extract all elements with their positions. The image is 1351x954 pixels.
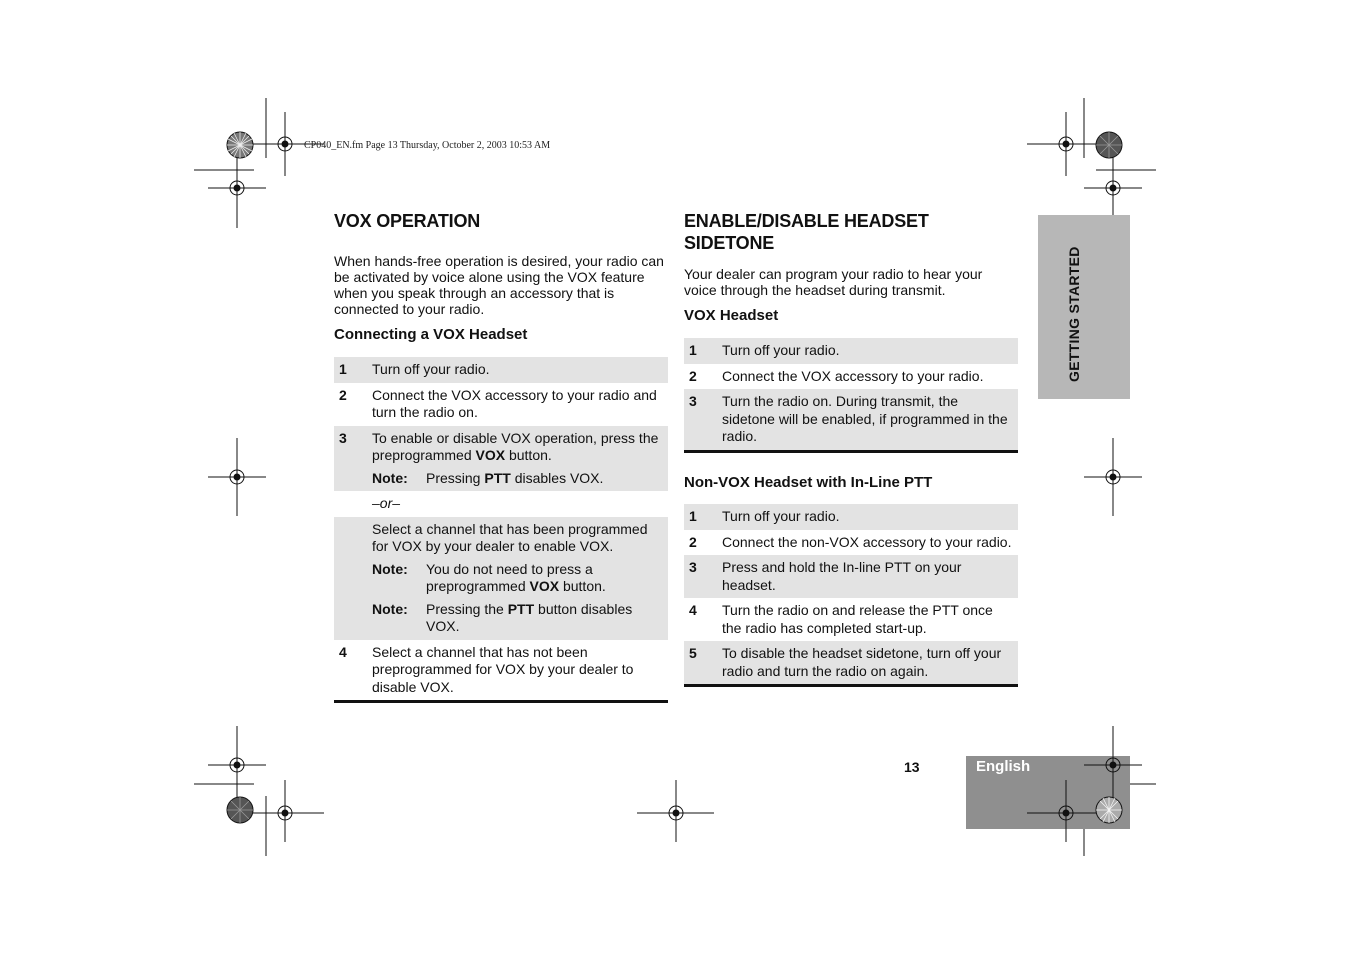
vox-keyword: VOX [475, 447, 506, 463]
registration-mark-bottom-right [1027, 780, 1105, 842]
vox-operation-intro: When hands-free operation is desired, your radio can be activated by voice alone using the VOX feature when you speak through an accessory that is connected to your radio. [334, 253, 664, 317]
step-text: Connect the VOX accessory to your radio and turn the radio on. [372, 386, 657, 420]
note-label: Note: [372, 560, 408, 577]
note-text: button disables VOX. [426, 600, 633, 634]
ptt-keyword: PTT [507, 600, 535, 617]
file-info-header: CP040_EN.fm Page 13 Thursday, October 2, 2003 10:53 AM [304, 140, 551, 151]
language-tab-label: English [976, 758, 1031, 775]
note-text: disables VOX. [510, 469, 604, 486]
step-text: button. [505, 447, 552, 463]
step-number: 1 [689, 342, 697, 358]
step-text: Connect the non-VOX accessory to your radio. [722, 533, 1012, 550]
headset-sidetone-title: ENABLE/DISABLE HEADSET SIDETONE [684, 211, 929, 253]
step-number: 4 [689, 602, 697, 618]
step-number: 3 [689, 559, 697, 575]
step-text: Connect the VOX accessory to your radio. [722, 367, 984, 384]
connecting-vox-headset-heading: Connecting a VOX Headset [334, 326, 528, 343]
step-number: 1 [339, 361, 347, 377]
page-number: 13 [904, 759, 920, 775]
nonvox-headset-heading: Non-VOX Headset with In-Line PTT [684, 474, 933, 491]
step-number: 2 [339, 386, 347, 403]
star-target-bottom-right [1096, 797, 1122, 823]
headset-sidetone-intro: Your dealer can program your radio to hear your voice through the headset during transmit. [684, 266, 983, 298]
vox-headset-heading: VOX Headset [684, 307, 779, 324]
step-text: Turn the radio on and release the PTT once the radio has completed start-up. [722, 602, 993, 636]
step-number: 3 [339, 429, 347, 446]
step-number: 3 [689, 393, 697, 409]
note-text: button. [559, 578, 606, 594]
step-text: Turn off your radio. [722, 342, 840, 358]
step-text: Turn the radio on. During transmit, the sidetone will be enabled, if programmed in the radio. [722, 393, 1008, 444]
step-number: 4 [339, 643, 347, 660]
note-text: You do not need to press a preprogrammed [426, 560, 593, 594]
step-text: To disable the headset sidetone, turn off your radio and turn the radio on again. [722, 645, 1002, 679]
step-number: 2 [689, 367, 697, 384]
step-text: Turn off your radio. [722, 508, 840, 524]
ptt-keyword: PTT [484, 469, 511, 486]
step-number: 2 [689, 533, 697, 550]
step-text: Press and hold the In-line PTT on your headset. [722, 559, 962, 593]
step-text: Select a channel that has been programmed for VOX by your dealer to enable VOX. [372, 520, 648, 554]
step-text: To enable or disable VOX operation, press the preprogrammed [372, 429, 659, 463]
step-number: 1 [689, 508, 697, 524]
vox-operation-title: VOX OPERATION [334, 211, 481, 231]
note-text: Pressing [426, 469, 485, 486]
or-separator: –or– [372, 495, 401, 511]
getting-started-tab-label: GETTING STARTED [1066, 246, 1082, 382]
step-number: 5 [689, 645, 697, 661]
step-text: Select a channel that has not been preprogrammed for VOX by your dealer to disable VOX. [372, 643, 634, 695]
vox-keyword: VOX [529, 578, 560, 594]
registration-mark-right-3 [1084, 726, 1142, 804]
step-text: Turn off your radio. [372, 361, 490, 377]
note-label: Note: [372, 469, 408, 486]
note-label: Note: [372, 600, 408, 617]
note-text: Pressing the [426, 600, 508, 617]
